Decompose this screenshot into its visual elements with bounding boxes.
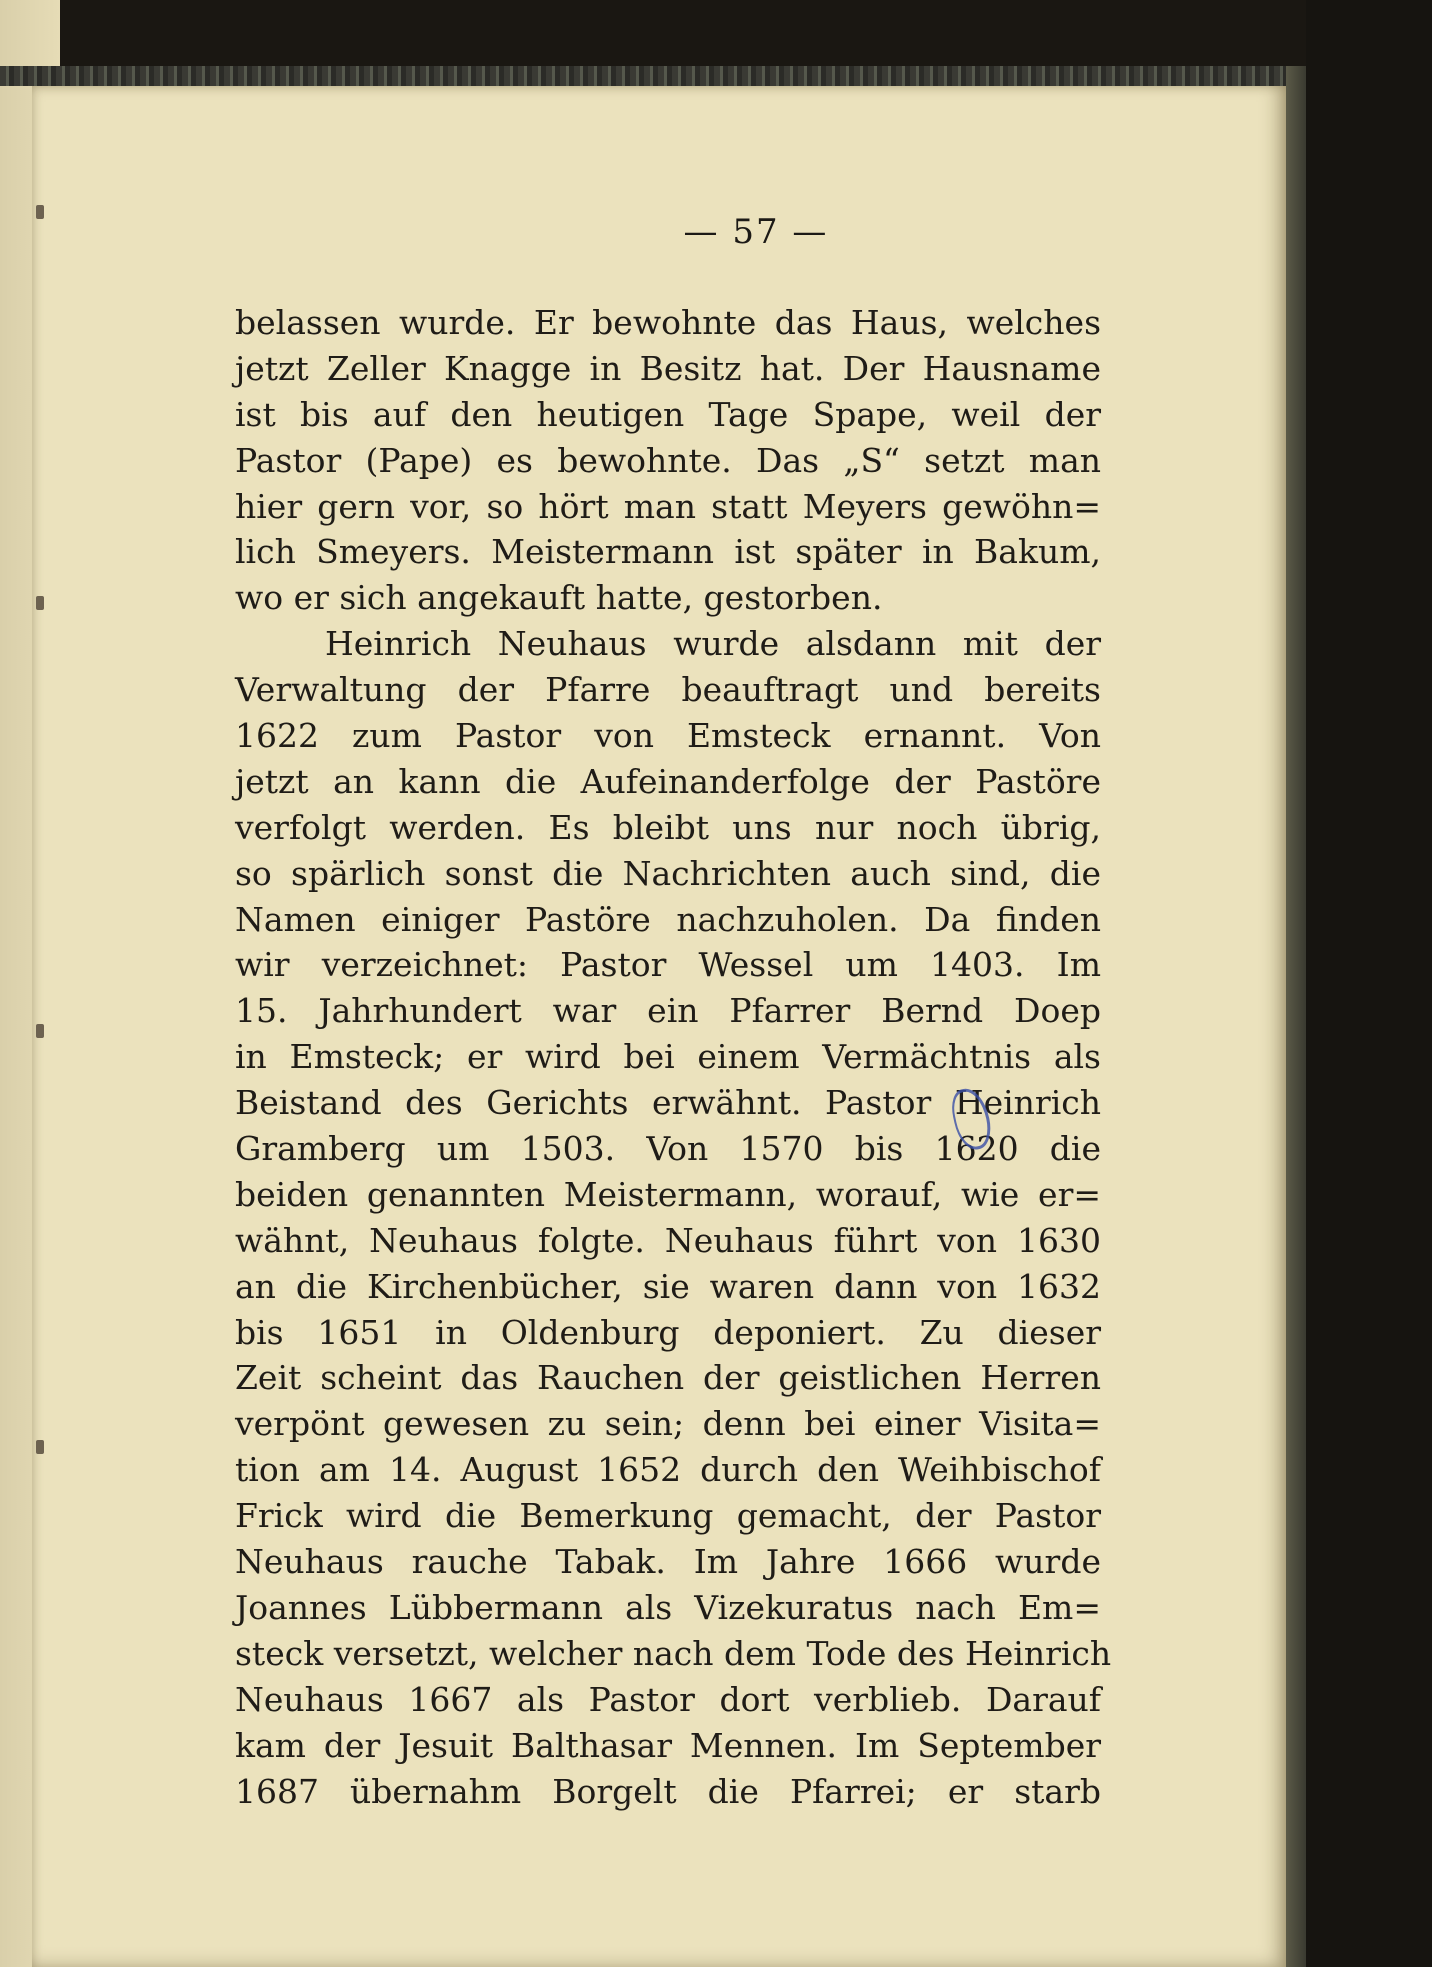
text-line: wähnt, Neuhaus folgte. Neuhaus führt von 1630 bbox=[235, 1220, 1101, 1260]
text-line: Beistand des Gerichts erwähnt. Pastor Heinrich bbox=[235, 1083, 1101, 1123]
body-text bbox=[235, 300, 1112, 1814]
text-line: lich Smeyers. Meistermann ist später in Bakum, bbox=[235, 532, 1101, 572]
text-line: steck versetzt, welcher nach dem Tode des Heinrich bbox=[235, 1633, 1112, 1673]
text-line: 1622 zum Pastor von Emsteck ernannt. Von bbox=[235, 716, 1101, 756]
binding-mark bbox=[36, 1440, 44, 1454]
text-line: belassen wurde. Er bewohnte das Haus, welches bbox=[235, 303, 1101, 342]
text-line: wir verzeichnet: Pastor Wessel um 1403. Im bbox=[235, 945, 1101, 985]
text-line: Gramberg um 1503. Von 1570 bis 1620 die bbox=[235, 1129, 1101, 1169]
text-line: Zeit scheint das Rauchen der geistlichen Herren bbox=[235, 1358, 1101, 1398]
book-cover-edge bbox=[1306, 0, 1432, 1967]
text-line: bis 1651 in Oldenburg deponiert. Zu dieser bbox=[235, 1312, 1101, 1352]
text-line: Namen einiger Pastöre nachzuholen. Da finden bbox=[235, 899, 1101, 939]
text-line: Heinrich Neuhaus wurde alsdann mit der bbox=[325, 624, 1101, 664]
text-line: wo er sich angekauft hatte, gestorben. bbox=[235, 578, 883, 618]
binding-mark bbox=[36, 1024, 44, 1038]
text-line: jetzt an kann die Aufeinanderfolge der Pastöre bbox=[235, 761, 1101, 801]
text-line: kam der Jesuit Balthasar Mennen. Im September bbox=[235, 1725, 1101, 1765]
text-line: hier gern vor, so hört man statt Meyers gewöhn= bbox=[235, 486, 1101, 526]
text-line: 1687 übernahm Borgelt die Pfarrei; er starb bbox=[235, 1771, 1101, 1811]
binding-mark bbox=[36, 596, 44, 610]
text-line: Joannes Lübbermann als Vizekuratus nach Em= bbox=[235, 1587, 1101, 1627]
text-line: Frick wird die Bemerkung gemacht, der Pastor bbox=[235, 1496, 1101, 1536]
text-line: tion am 14. August 1652 durch den Weihbischof bbox=[235, 1450, 1101, 1490]
text-line: jetzt Zeller Knagge in Besitz hat. Der Hausname bbox=[235, 348, 1101, 388]
text-line: verpönt gewesen zu sein; denn bei einer Visita= bbox=[235, 1404, 1101, 1444]
text-line: Neuhaus 1667 als Pastor dort verblieb. Darauf bbox=[235, 1679, 1101, 1719]
page-number: — 57 — bbox=[683, 212, 829, 252]
text-line: verfolgt werden. Es bleibt uns nur noch übrig, bbox=[235, 807, 1101, 847]
text-line: so spärlich sonst die Nachrichten auch sind, die bbox=[235, 853, 1101, 893]
text-line: 15. Jahrhundert war ein Pfarrer Bernd Doep bbox=[235, 991, 1101, 1031]
text-line: Neuhaus rauche Tabak. Im Jahre 1666 wurde bbox=[235, 1542, 1101, 1582]
text-line: ist bis auf den heutigen Tage Spape, weil der bbox=[235, 394, 1101, 434]
book-spine bbox=[1286, 66, 1306, 1967]
text-line: Pastor (Pape) es bewohnte. Das „S“ setzt man bbox=[235, 440, 1101, 480]
text-line: Verwaltung der Pfarre beauftragt und bereits bbox=[235, 670, 1101, 710]
text-line: beiden genannten Meistermann, worauf, wie er= bbox=[235, 1174, 1101, 1214]
text-line: an die Kirchenbücher, sie waren dann von 1632 bbox=[235, 1266, 1101, 1306]
page-top-edge bbox=[0, 66, 1290, 86]
text-line: in Emsteck; er wird bei einem Vermächtnis als bbox=[235, 1037, 1101, 1077]
